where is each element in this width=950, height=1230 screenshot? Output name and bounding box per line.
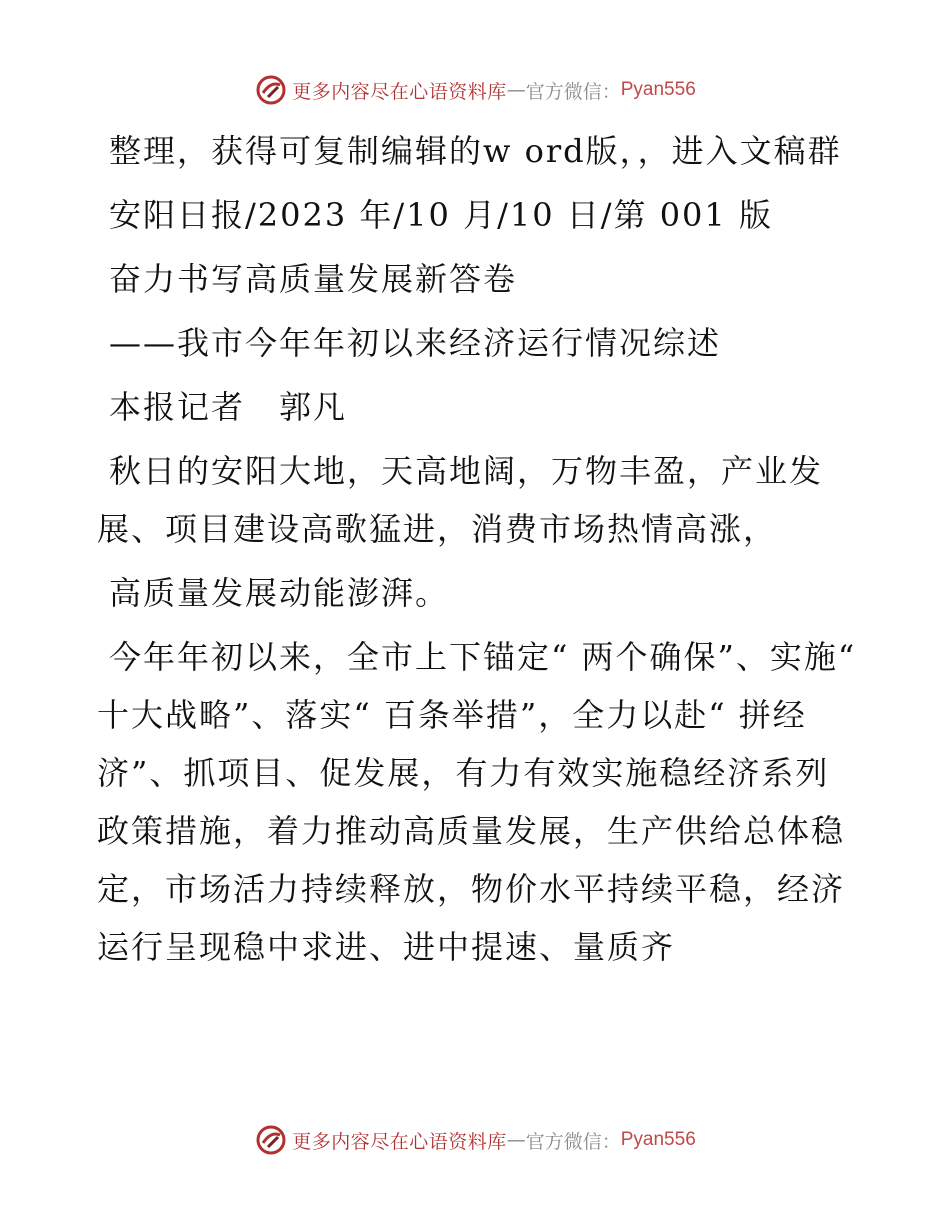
watermark-separator: — [506, 79, 526, 101]
document-body [97, 122, 857, 982]
watermark-site-text: 更多内容尽在心语资料库 [292, 80, 507, 103]
watermark-site-text: 更多内容尽在心语资料库 [292, 1130, 507, 1153]
paragraph-1: 秋日的安阳大地，天高地阔，万物丰盈，产业发展、项目建设高歌猛进，消费市场热情高涨， [97, 452, 824, 548]
article-subtitle: ——我市今年年初以来经济运行情况综述 [109, 324, 722, 362]
watermark-wechat-label: 官方微信： [525, 80, 621, 103]
red-swirl-pen-icon [254, 73, 288, 107]
publication-line: 安阳日报/2023 年/10 月/10 日/第 001 版 [109, 196, 773, 234]
footer-watermark [0, 1120, 950, 1160]
watermark-wechat-id: Pyan556 [620, 1129, 696, 1150]
watermark-wechat-id: Pyan556 [620, 79, 696, 100]
header-watermark [0, 70, 950, 110]
intro-note: 整理，获得可复制编辑的w ord版，，进入文稿群 [109, 132, 842, 170]
red-swirl-pen-icon [254, 1123, 288, 1157]
paragraph-3: 今年年初以来，全市上下锚定“ 两个确保”、实施“ 十大战略”、落实“ 百条举措”，全力以赴“ 拼经济”、抓项目、促发展，有力有效实施稳经济系列政策措施，着力推动高质量发展，生产供给总体稳定，市场活力持续释放，物价水平持续平稳，经济运行呈现稳中求进、进中提速、量质齐 [97, 638, 857, 966]
watermark-separator: — [506, 1129, 526, 1151]
byline: 本报记者 郭凡 [109, 388, 348, 426]
article-title: 奋力书写高质量发展新答卷 [109, 260, 518, 298]
watermark-wechat-label: 官方微信： [525, 1130, 621, 1153]
paragraph-2: 高质量发展动能澎湃。 [109, 574, 450, 612]
